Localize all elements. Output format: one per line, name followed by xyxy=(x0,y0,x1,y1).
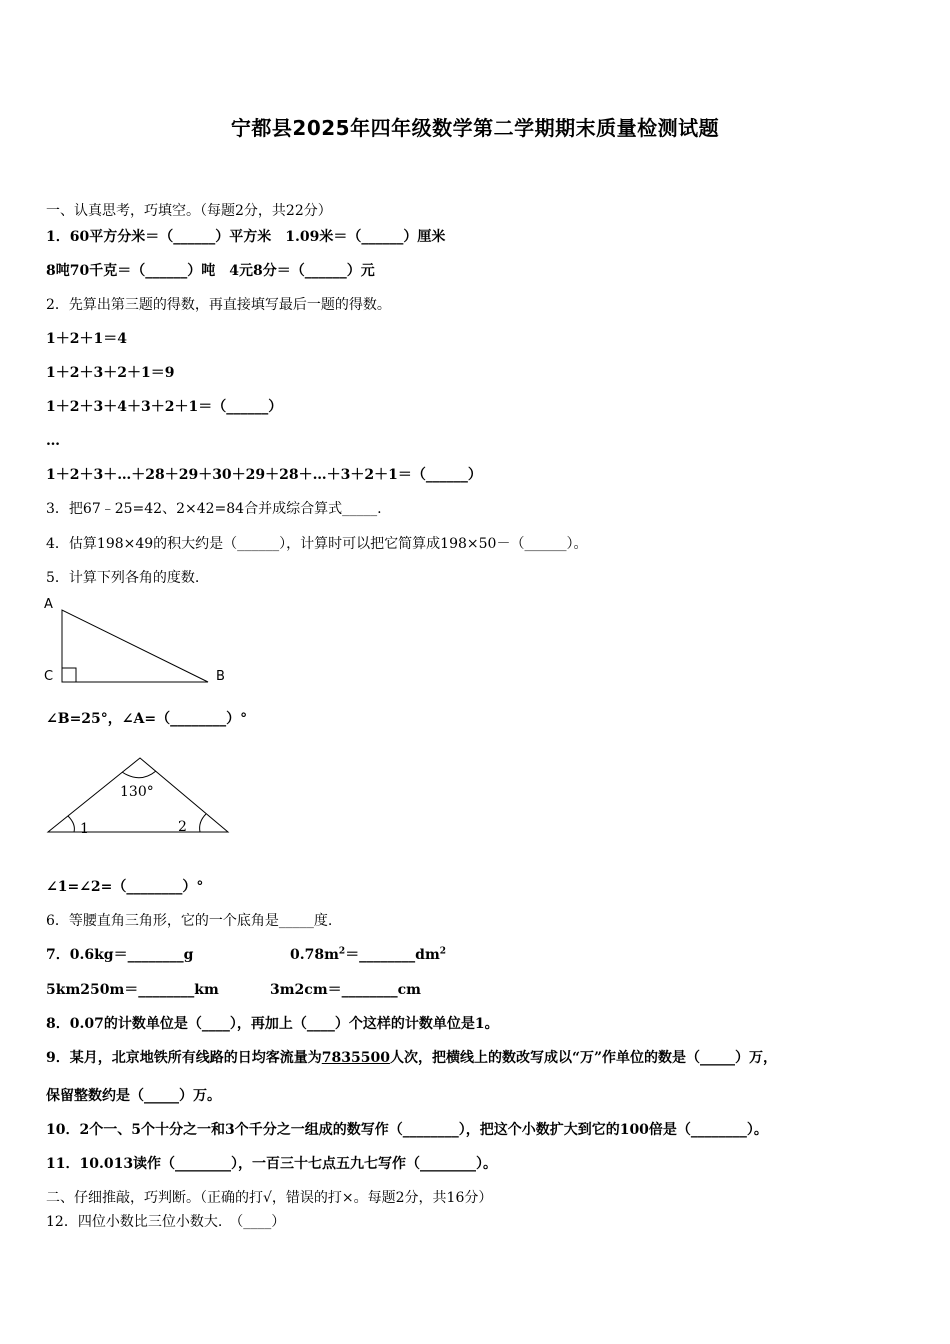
left-angle-arc xyxy=(68,816,74,832)
question-9-line-2: 保留整数约是（_____）万。 xyxy=(46,1088,221,1104)
question-2-expr-final: 1＋2＋3＋…＋28＋29＋30＋29＋28＋…＋3＋2＋1＝（______） xyxy=(46,467,482,483)
question-5-angle-a: ∠B=25°，∠A=（________）° xyxy=(46,711,248,727)
q7-sup-1: 2 xyxy=(338,946,346,957)
q9-suffix: 人次，把横线上的数改写成以“万”作单位的数是（_____）万， xyxy=(389,1050,778,1066)
section-2-heading: 二、仔细推敲，巧判断。（正确的打√，错误的打×。每题2分，共16分） xyxy=(46,1190,493,1206)
right-angle-arc xyxy=(200,814,206,832)
top-angle-arc xyxy=(122,771,156,778)
question-2-expr-1: 1＋2＋1＝4 xyxy=(46,331,127,347)
obtuse-triangle-figure xyxy=(40,750,240,840)
right-triangle-shape xyxy=(62,610,208,682)
question-5: 5．计算下列各角的度数. xyxy=(46,570,200,586)
question-7-line-1-left: 7．0.6kg＝________g xyxy=(46,947,194,963)
q7-area-blank: ＝________dm xyxy=(345,947,440,963)
question-2-expr-2: 1＋2＋3＋2＋1＝9 xyxy=(46,365,175,381)
q7-sup-2: 2 xyxy=(439,946,447,957)
vertex-label-b: B xyxy=(216,669,225,684)
right-triangle-figure xyxy=(40,592,240,688)
q7-area-value: 0.78m xyxy=(290,947,339,963)
section-1-heading: 一、认真思考，巧填空。（每题2分，共22分） xyxy=(46,203,332,219)
question-3: 3．把67﹣25=42、2×42=84合并成综合算式_____. xyxy=(46,501,382,517)
question-7-line-2-left: 5km250m＝________km xyxy=(46,982,219,998)
question-11: 11．10.013读作（________），一百三十七点五九七写作（________）。 xyxy=(46,1156,498,1172)
question-8: 8．0.07的计数单位是（____），再加上（____）个这样的计数单位是1。 xyxy=(46,1016,499,1032)
question-9-line-1 xyxy=(46,1049,777,1067)
vertex-label-a: A xyxy=(44,597,53,612)
question-7-line-2-right: 3m2cm＝________cm xyxy=(270,982,421,998)
angle-2-label: 2 xyxy=(178,819,187,835)
q9-underlined-number: 7835500 xyxy=(321,1050,390,1066)
right-angle-marker xyxy=(62,668,76,682)
question-2-ellipsis: … xyxy=(46,433,60,449)
question-4: 4．估算198×49的积大约是（______），计算时可以把它简算成198×50－（______）。 xyxy=(46,536,588,552)
question-2: 2．先算出第三题的得数，再直接填写最后一题的得数。 xyxy=(46,297,391,313)
question-10: 10．2个一、5个十分之一和3个千分之一组成的数写作（________），把这个小数扩大到它的100倍是（________）。 xyxy=(46,1122,768,1138)
question-5-angles-1-2: ∠1=∠2=（________）° xyxy=(46,879,204,895)
page-title: 宁都县2025年四年级数学第二学期期末质量检测试题 xyxy=(230,116,720,140)
q9-prefix: 9．某月，北京地铁所有线路的日均客流量为 xyxy=(46,1050,322,1066)
question-1-line-2: 8吨70千克＝（______）吨 4元8分＝（______）元 xyxy=(46,263,375,279)
question-6: 6．等腰直角三角形，它的一个底角是_____度. xyxy=(46,913,333,929)
angle-1-label: 1 xyxy=(80,821,89,837)
question-2-expr-3: 1＋2＋3＋4＋3＋2＋1＝（______） xyxy=(46,399,283,415)
question-12: 12．四位小数比三位小数大. （____） xyxy=(46,1214,286,1230)
question-7-line-1-right xyxy=(290,946,446,964)
question-1-line-1: 1．60平方分米＝（______）平方米 1.09米＝（______）厘米 xyxy=(46,229,446,245)
vertex-label-c: C xyxy=(44,669,54,684)
top-angle-label: 130° xyxy=(120,784,154,800)
